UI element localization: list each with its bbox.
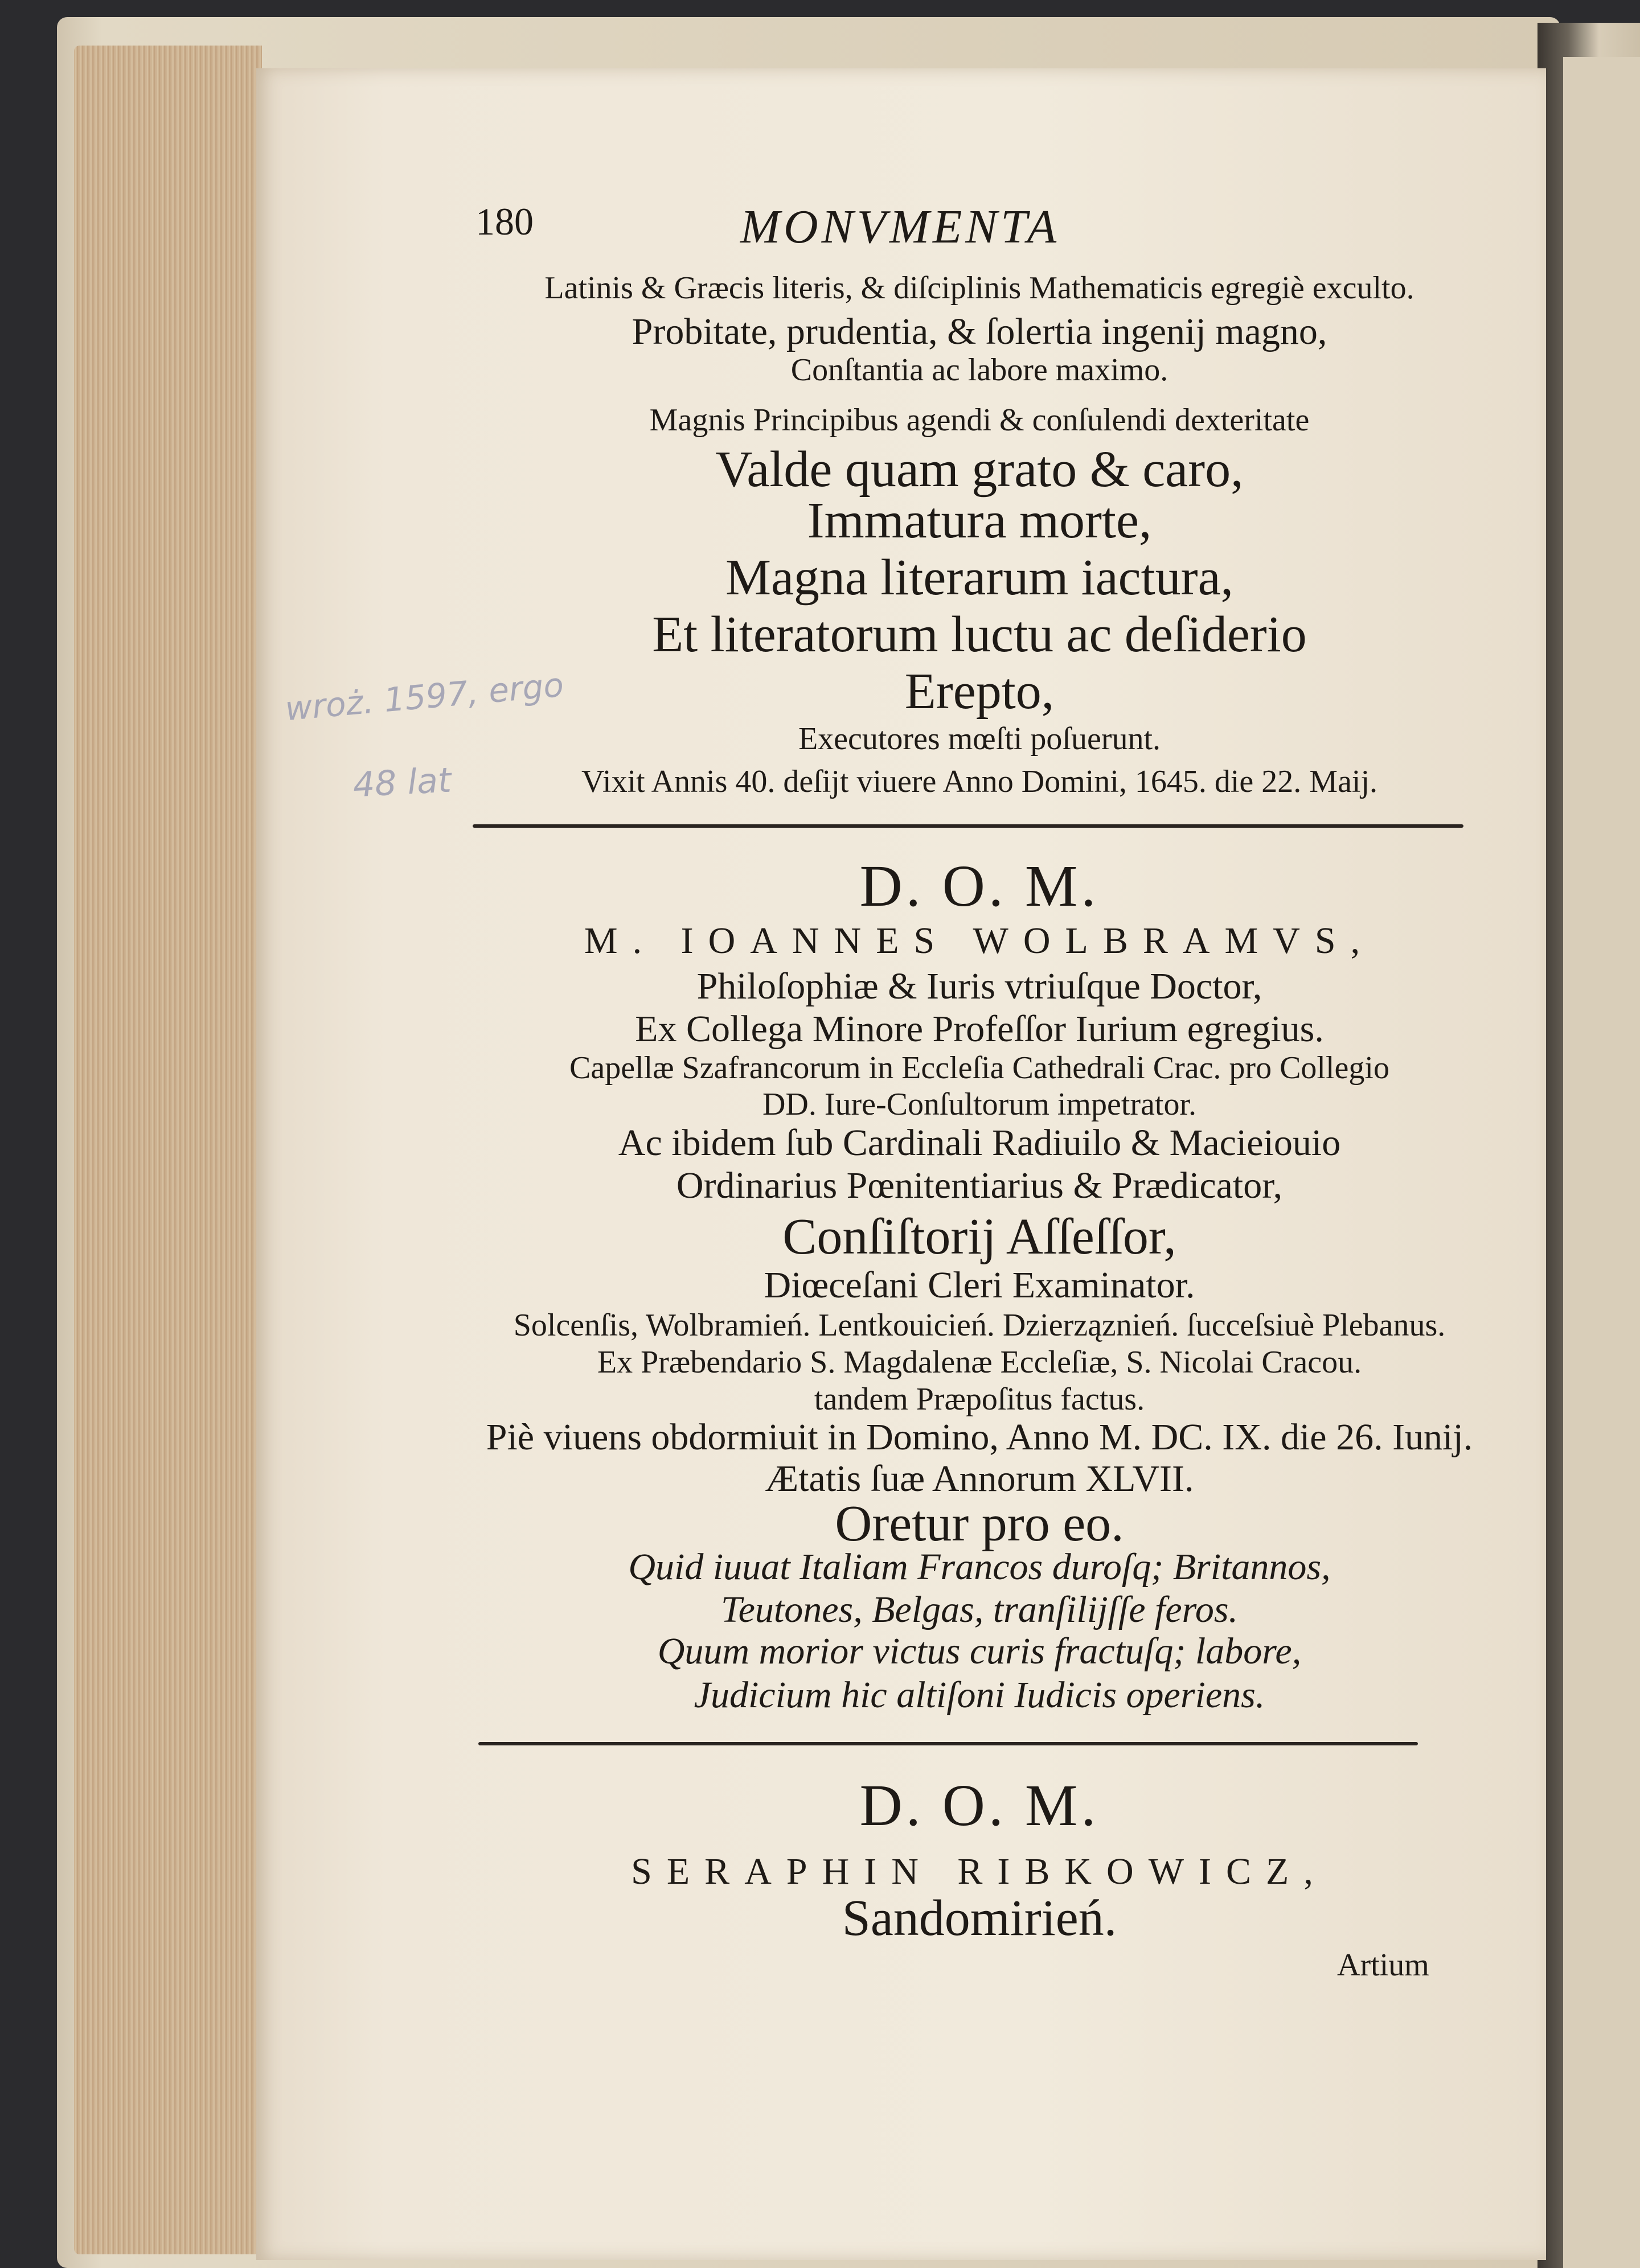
epitaph1-line-8: Et literatorum luctu ac deſiderio (652, 606, 1307, 663)
pencil-note-2: 48 lat (352, 760, 453, 806)
epitaph1-line-3: Conſtantia ac labore maximo. (790, 352, 1168, 388)
separator-rule-1 (473, 824, 1463, 828)
epitaph2-line-8: Diœceſani Cleri Examinator. (764, 1264, 1195, 1306)
facing-page-edge (1563, 57, 1640, 2268)
epitaph3-origin: Sandomirień. (842, 1890, 1117, 1946)
epitaph1-line-4: Magnis Principibus agendi & conſulendi dexteritate (649, 402, 1310, 438)
epitaph2-line-12: Piè viuens obdormiuit in Domino, Anno M. DC. IX. die 26. Iunij. (486, 1416, 1473, 1458)
epitaph2-line-9: Solcenſis, Wolbramień. Lentkouicień. Dzierząznień. ſucceſsiuè Plebanus. (513, 1308, 1446, 1343)
epitaph2-name: M. IOANNES WOLBRAMVS, (584, 920, 1375, 962)
epitaph2-verse-4: Judicium hic altiſoni Iudicis operiens. (694, 1674, 1265, 1716)
epitaph2-verse-2: Teutones, Belgas, tranſilijſſe feros. (720, 1589, 1239, 1630)
running-head: MONVMENTA (740, 200, 1060, 253)
epitaph3-name: SERAPHIN RIBKOWICZ, (631, 1851, 1328, 1892)
epitaph2-heading: D. O. M. (859, 853, 1100, 919)
epitaph1-line-5: Valde quam grato & caro, (715, 441, 1244, 498)
epitaph2-line-14: Oretur pro eo. (835, 1495, 1124, 1552)
epitaph2-line-1: Philoſophiæ & Iuris vtriuſque Doctor, (696, 965, 1262, 1007)
pencil-note-1: wroż. 1597, ergo (283, 665, 565, 729)
epitaph2-line-3: Capellæ Szafrancorum in Eccleſia Cathedrali Crac. pro Collegio (569, 1050, 1389, 1086)
epitaph2-line-10: Ex Præbendario S. Magdalenæ Eccleſiæ, S. Nicolai Cracou. (597, 1345, 1362, 1380)
epitaph1-line-6: Immatura morte, (807, 492, 1152, 549)
epitaph3-heading: D. O. M. (859, 1773, 1100, 1838)
catchword: Artium (1337, 1947, 1429, 1983)
epitaph1-line-2: Probitate, prudentia, & ſolertia ingenij magno, (632, 311, 1327, 352)
epitaph2-line-7: Conſiſtorij Aſſeſſor, (782, 1209, 1176, 1265)
epitaph2-line-11: tandem Præpoſitus factus. (814, 1382, 1145, 1417)
epitaph2-line-13: Ætatis ſuæ Annorum XLVII. (765, 1458, 1194, 1499)
epitaph2-line-5: Ac ibidem ſub Cardinali Radiuilo & Macieiouio (618, 1122, 1341, 1164)
page-number: 180 (475, 200, 534, 243)
epitaph1-line-1: Latinis & Græcis literis, & diſciplinis Mathematicis egregiè exculto. (544, 270, 1414, 306)
epitaph1-line-9: Erepto, (904, 663, 1055, 720)
epitaph2-verse-1: Quid iuuat Italiam Francos duroſq; Britannos, (628, 1546, 1331, 1588)
epitaph2-line-4: DD. Iure-Conſultorum impetrator. (762, 1087, 1197, 1122)
epitaph2-line-2: Ex Collega Minore Profeſſor Iurium egregius. (635, 1008, 1324, 1050)
epitaph1-line-7: Magna literarum iactura, (725, 549, 1234, 606)
separator-rule-2 (478, 1742, 1418, 1745)
epitaph2-line-6: Ordinarius Pœnitentiarius & Prædicator, (676, 1165, 1283, 1206)
epitaph1-line-11: Vixit Annis 40. deſijt viuere Anno Domini, 1645. die 22. Maij. (581, 764, 1378, 799)
epitaph1-line-10: Executores mœſti poſuerunt. (798, 721, 1161, 757)
epitaph2-verse-3: Quum morior victus curis fractuſq; labore, (657, 1630, 1302, 1672)
page-edges (74, 46, 262, 2254)
